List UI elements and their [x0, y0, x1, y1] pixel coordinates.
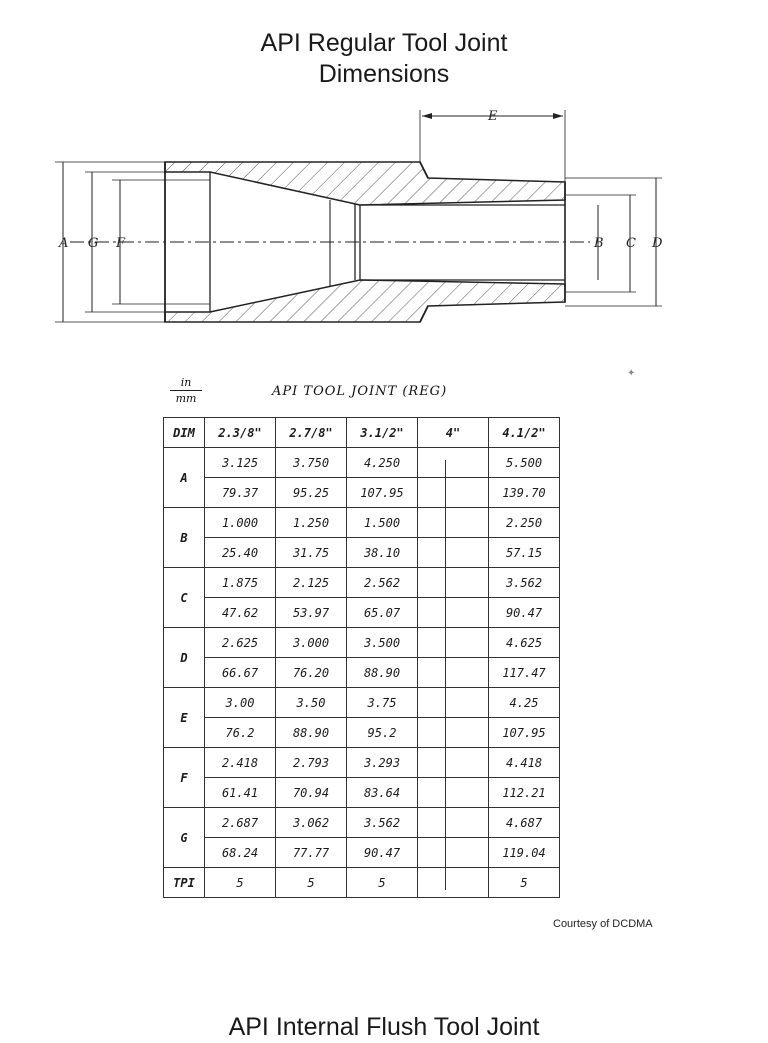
value-cell: 77.77 — [276, 838, 347, 868]
value-cell — [418, 868, 489, 898]
label-d: D — [652, 236, 663, 251]
value-cell — [418, 448, 489, 478]
value-cell: 3.50 — [276, 688, 347, 718]
value-cell: 57.15 — [489, 538, 560, 568]
header-cell: DIM — [164, 418, 205, 448]
dim-cell: G — [164, 808, 205, 868]
value-cell: 1.500 — [347, 508, 418, 538]
table-row — [164, 448, 560, 478]
value-cell: 4.25 — [489, 688, 560, 718]
table-row — [164, 808, 560, 838]
speck-mark: ✦ — [627, 368, 636, 379]
value-cell: 112.21 — [489, 778, 560, 808]
dim-cell: D — [164, 628, 205, 688]
units-bottom: mm — [175, 392, 197, 405]
value-cell: 3.750 — [276, 448, 347, 478]
label-g: G — [88, 236, 99, 251]
table-row — [164, 538, 560, 568]
value-cell: 4.418 — [489, 748, 560, 778]
value-cell: 3.75 — [347, 688, 418, 718]
value-cell: 88.90 — [276, 718, 347, 748]
value-cell: 83.64 — [347, 778, 418, 808]
tpi-row — [164, 868, 560, 898]
table-row — [164, 748, 560, 778]
table-header-row — [164, 418, 560, 448]
value-cell — [418, 538, 489, 568]
bottom-wall — [165, 280, 565, 322]
value-cell — [418, 748, 489, 778]
value-cell: 2.625 — [205, 628, 276, 658]
table-row — [164, 508, 560, 538]
label-e: E — [488, 109, 498, 124]
value-cell: 4.687 — [489, 808, 560, 838]
value-cell: 1.250 — [276, 508, 347, 538]
dim-cell: B — [164, 508, 205, 568]
value-cell: 139.70 — [489, 478, 560, 508]
value-cell: 76.20 — [276, 658, 347, 688]
value-cell: 3.000 — [276, 628, 347, 658]
value-cell: 3.00 — [205, 688, 276, 718]
header-cell: 2.7/8" — [276, 418, 347, 448]
table-row — [164, 628, 560, 658]
tool-joint-drawing — [50, 100, 670, 362]
value-cell: 117.47 — [489, 658, 560, 688]
value-cell — [418, 568, 489, 598]
table-row — [164, 688, 560, 718]
value-cell: 5 — [347, 868, 418, 898]
value-cell: 4.625 — [489, 628, 560, 658]
header-cell: 3.1/2" — [347, 418, 418, 448]
value-cell: 119.04 — [489, 838, 560, 868]
label-c: C — [626, 236, 636, 251]
four-inch-column-line — [445, 460, 446, 890]
dim-cell: A — [164, 448, 205, 508]
value-cell: 1.000 — [205, 508, 276, 538]
value-cell: 70.94 — [276, 778, 347, 808]
value-cell: 107.95 — [489, 718, 560, 748]
value-cell: 3.562 — [347, 808, 418, 838]
dimension-table — [163, 417, 560, 898]
value-cell: 1.875 — [205, 568, 276, 598]
value-cell: 3.125 — [205, 448, 276, 478]
value-cell: 68.24 — [205, 838, 276, 868]
header-cell: 4.1/2" — [489, 418, 560, 448]
table-row — [164, 658, 560, 688]
value-cell: 5 — [489, 868, 560, 898]
value-cell — [418, 658, 489, 688]
value-cell: 25.40 — [205, 538, 276, 568]
value-cell: 90.47 — [489, 598, 560, 628]
value-cell: 107.95 — [347, 478, 418, 508]
value-cell: 3.562 — [489, 568, 560, 598]
value-cell — [418, 718, 489, 748]
table-row — [164, 718, 560, 748]
value-cell: 65.07 — [347, 598, 418, 628]
value-cell: 79.37 — [205, 478, 276, 508]
value-cell: 61.41 — [205, 778, 276, 808]
value-cell: 2.687 — [205, 808, 276, 838]
label-f: F — [116, 236, 126, 251]
value-cell: 2.418 — [205, 748, 276, 778]
label-a: A — [59, 236, 69, 251]
value-cell: 3.062 — [276, 808, 347, 838]
top-wall — [165, 162, 565, 205]
value-cell: 4.250 — [347, 448, 418, 478]
value-cell: 3.293 — [347, 748, 418, 778]
value-cell: 90.47 — [347, 838, 418, 868]
units-top: in — [180, 376, 192, 389]
header-cell: 2.3/8" — [205, 418, 276, 448]
label-b: B — [594, 236, 604, 251]
value-cell: 5.500 — [489, 448, 560, 478]
table-row — [164, 568, 560, 598]
value-cell: 5 — [276, 868, 347, 898]
value-cell: 2.562 — [347, 568, 418, 598]
value-cell — [418, 688, 489, 718]
value-cell — [418, 808, 489, 838]
value-cell: 5 — [205, 868, 276, 898]
page-title — [0, 28, 768, 90]
dim-cell: E — [164, 688, 205, 748]
value-cell: 53.97 — [276, 598, 347, 628]
value-cell — [418, 838, 489, 868]
value-cell: 2.250 — [489, 508, 560, 538]
value-cell: 2.793 — [276, 748, 347, 778]
dim-cell: F — [164, 748, 205, 808]
value-cell — [418, 598, 489, 628]
value-cell: 47.62 — [205, 598, 276, 628]
value-cell — [418, 778, 489, 808]
dim-cell: TPI — [164, 868, 205, 898]
table-row — [164, 838, 560, 868]
units-indicator — [168, 376, 204, 405]
header-cell: 4" — [418, 418, 489, 448]
dim-cell: C — [164, 568, 205, 628]
value-cell — [418, 508, 489, 538]
next-section-title: API Internal Flush Tool Joint — [228, 1013, 540, 1041]
value-cell: 31.75 — [276, 538, 347, 568]
value-cell: 88.90 — [347, 658, 418, 688]
value-cell: 66.67 — [205, 658, 276, 688]
title-line-1: API Regular Tool Joint — [260, 29, 508, 57]
value-cell: 95.2 — [347, 718, 418, 748]
value-cell: 38.10 — [347, 538, 418, 568]
table-title: API TOOL JOINT (REG) — [272, 384, 448, 399]
value-cell — [418, 478, 489, 508]
value-cell: 3.500 — [347, 628, 418, 658]
table-row — [164, 778, 560, 808]
table-row — [164, 598, 560, 628]
tool-joint-svg — [50, 100, 670, 362]
value-cell: 76.2 — [205, 718, 276, 748]
value-cell — [418, 628, 489, 658]
table-row — [164, 478, 560, 508]
value-cell: 95.25 — [276, 478, 347, 508]
title-line-2: Dimensions — [318, 60, 450, 88]
courtesy-credit: Courtesy of DCDMA — [553, 918, 653, 930]
value-cell: 2.125 — [276, 568, 347, 598]
